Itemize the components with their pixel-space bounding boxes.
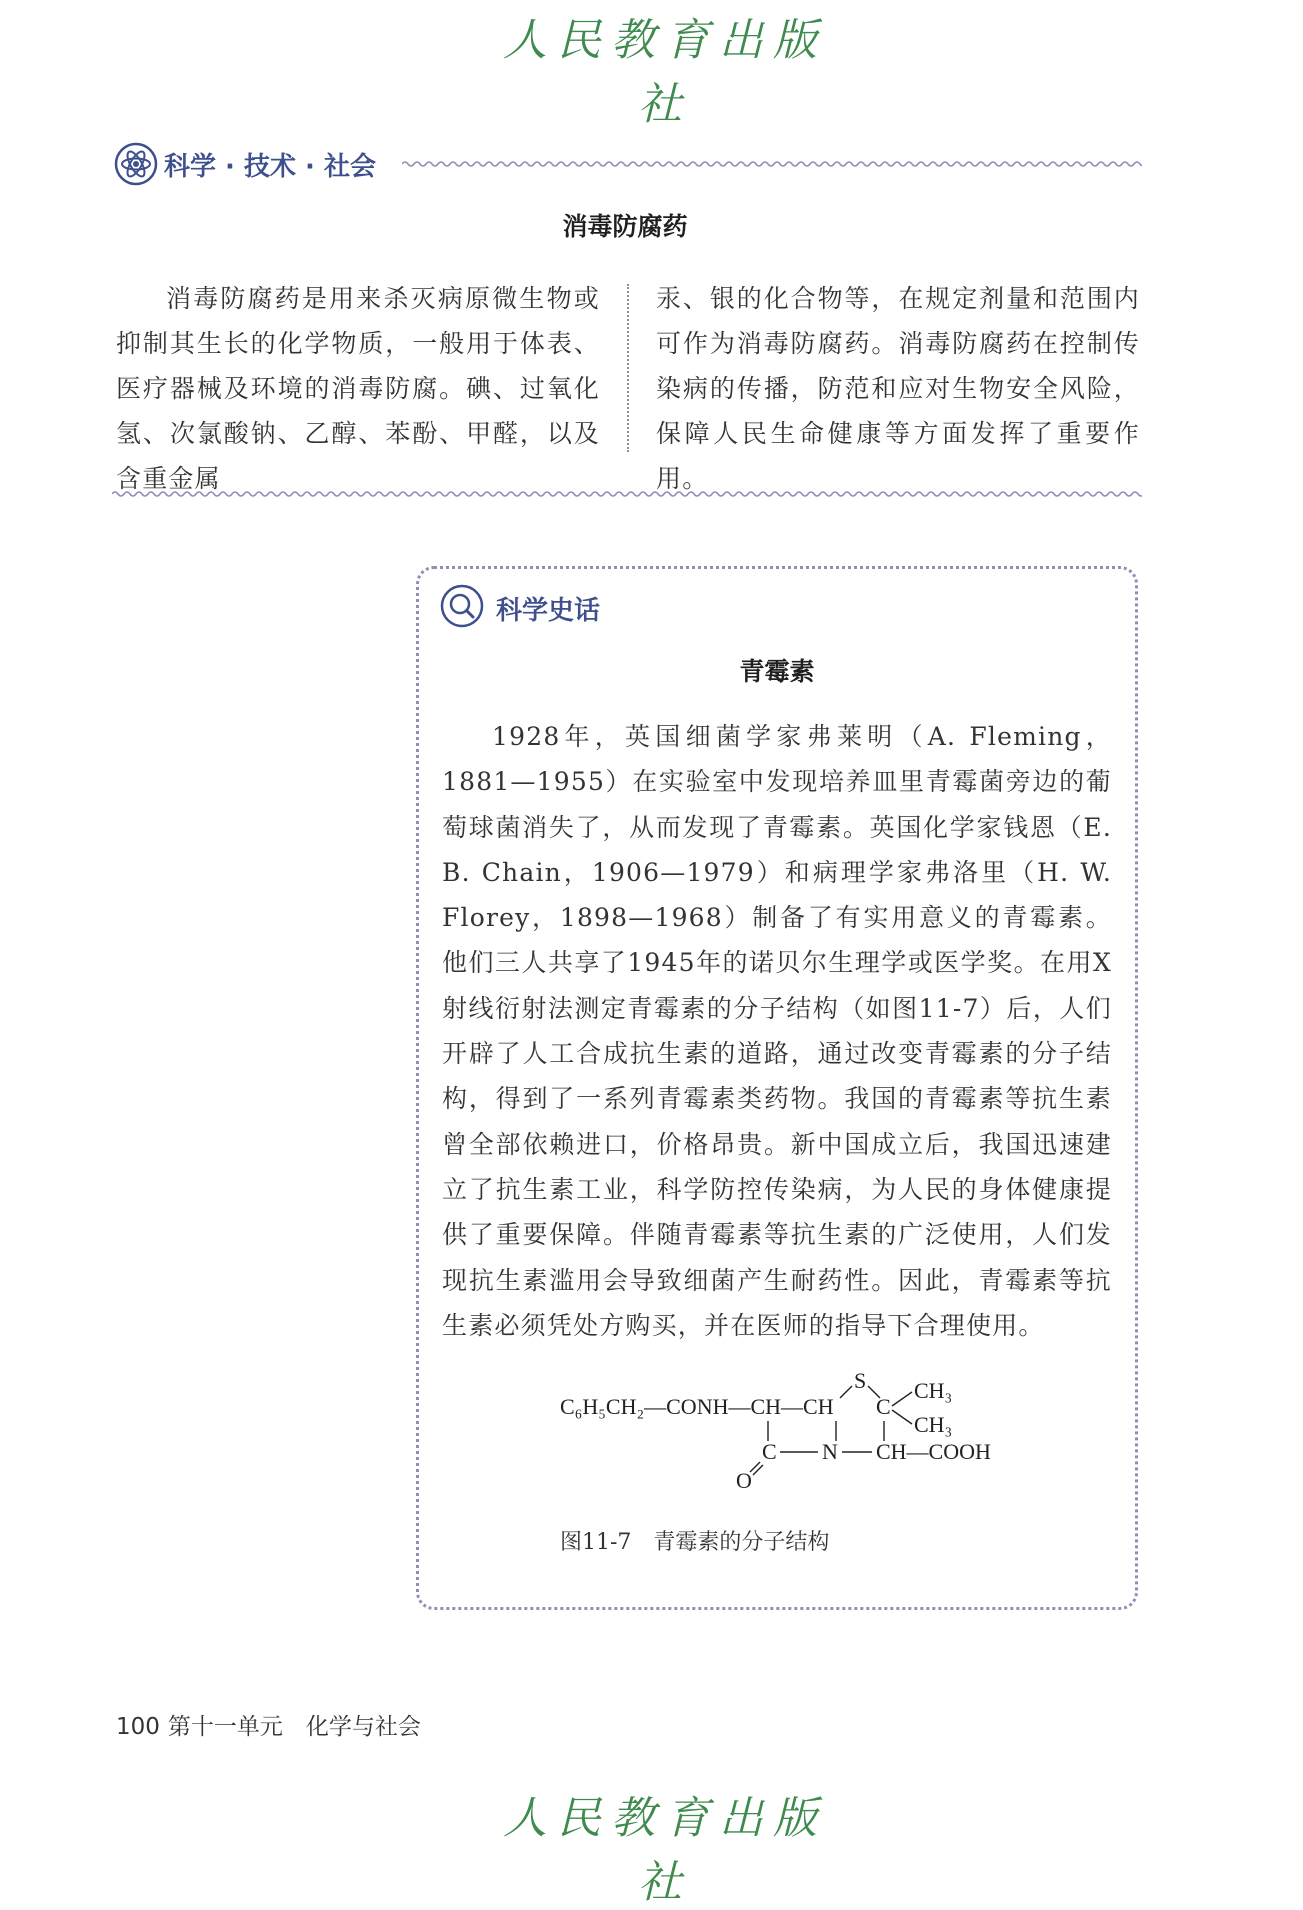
atom-icon (114, 142, 158, 186)
science-history-label: 科学史话 (496, 596, 601, 626)
publisher-logo-top: 人民教育出版社 (503, 15, 827, 130)
sts-section-label: 科学 · 技术 · 社会 (164, 152, 376, 182)
structure-carbonyl-carbon: C (762, 1439, 777, 1464)
publisher-logo-bottom: 人民教育出版社 (503, 1793, 827, 1908)
history-article-title: 青霉素 (739, 657, 815, 686)
wave-divider-top (402, 158, 1142, 170)
structure-oxygen: O (736, 1468, 752, 1493)
figure-caption: 图11-7 青霉素的分子结构 (560, 1530, 830, 1555)
sts-text-right-column: 汞、银的化合物等，在规定剂量和范围内可作为消毒防腐药。消毒防腐药在控制传染病的传播，防范和应对生物安全风险，保障人民生命健康等方面发挥了重要作用。 (656, 284, 1140, 493)
magnifier-icon (440, 584, 484, 628)
structure-nitrogen: N (822, 1439, 838, 1464)
penicillin-structure-diagram (550, 1366, 1010, 1506)
structure-methyl-bottom: CH₃ (914, 1412, 953, 1437)
structure-side-chain: C₆H₅CH₂—CONH—CH—CH (560, 1394, 834, 1419)
sts-text-left-column: 消毒防腐药是用来杀灭病原微生物或抑制其生长的化学物质，一般用于体表、医疗器械及环境的消毒防腐。碘、过氧化氢、次氯酸钠、乙醇、苯酚、甲醛，以及含重金属 (116, 284, 600, 493)
sts-article-title: 消毒防腐药 (562, 212, 688, 241)
page-number: 100 (116, 1714, 160, 1740)
page-footer (116, 1708, 421, 1741)
structure-ring-carbon: C (876, 1394, 891, 1419)
unit-title: 第十一单元 化学与社会 (167, 1714, 421, 1740)
structure-sulfur: S (854, 1368, 867, 1393)
history-article-text: 1928年，英国细菌学家弗莱明（A. Fleming，1881—1955）在实验室中发现培养皿里青霉菌旁边的葡萄球菌消失了，从而发现了青霉素。英国化学家钱恩（E. B. Chain，1906—1979）和病理学家弗洛里（H. W. Florey，1898—1968）制备了有实用意义的青霉素。他们三人共享了1945年的诺贝尔生理学或医学奖。在用X射线衍射法测定青霉素的分子结构（如图11-7）后，人们开辟了人工合成抗生素的道路，通过改变青霉素的分子结构，得到了一系列青霉素类药物。我国的青霉素等抗生素曾全部依赖进口，价格昂贵。新中国成立后，我国迅速建立了抗生素工业，科学防控传染病，为人民的身体健康提供了重要保障。伴随青霉素等抗生素的广泛使用，人们发现抗生素滥用会导致细菌产生耐药性。因此，青霉素等抗生素必须凭处方购买，并在医师的指导下合理使用。 (442, 722, 1112, 1340)
column-divider (627, 284, 629, 452)
wave-divider-bottom (112, 488, 1142, 500)
structure-carboxyl-group: CH—COOH (876, 1439, 991, 1464)
sts-section-header (112, 140, 1142, 190)
structure-methyl-top: CH₃ (914, 1378, 953, 1403)
